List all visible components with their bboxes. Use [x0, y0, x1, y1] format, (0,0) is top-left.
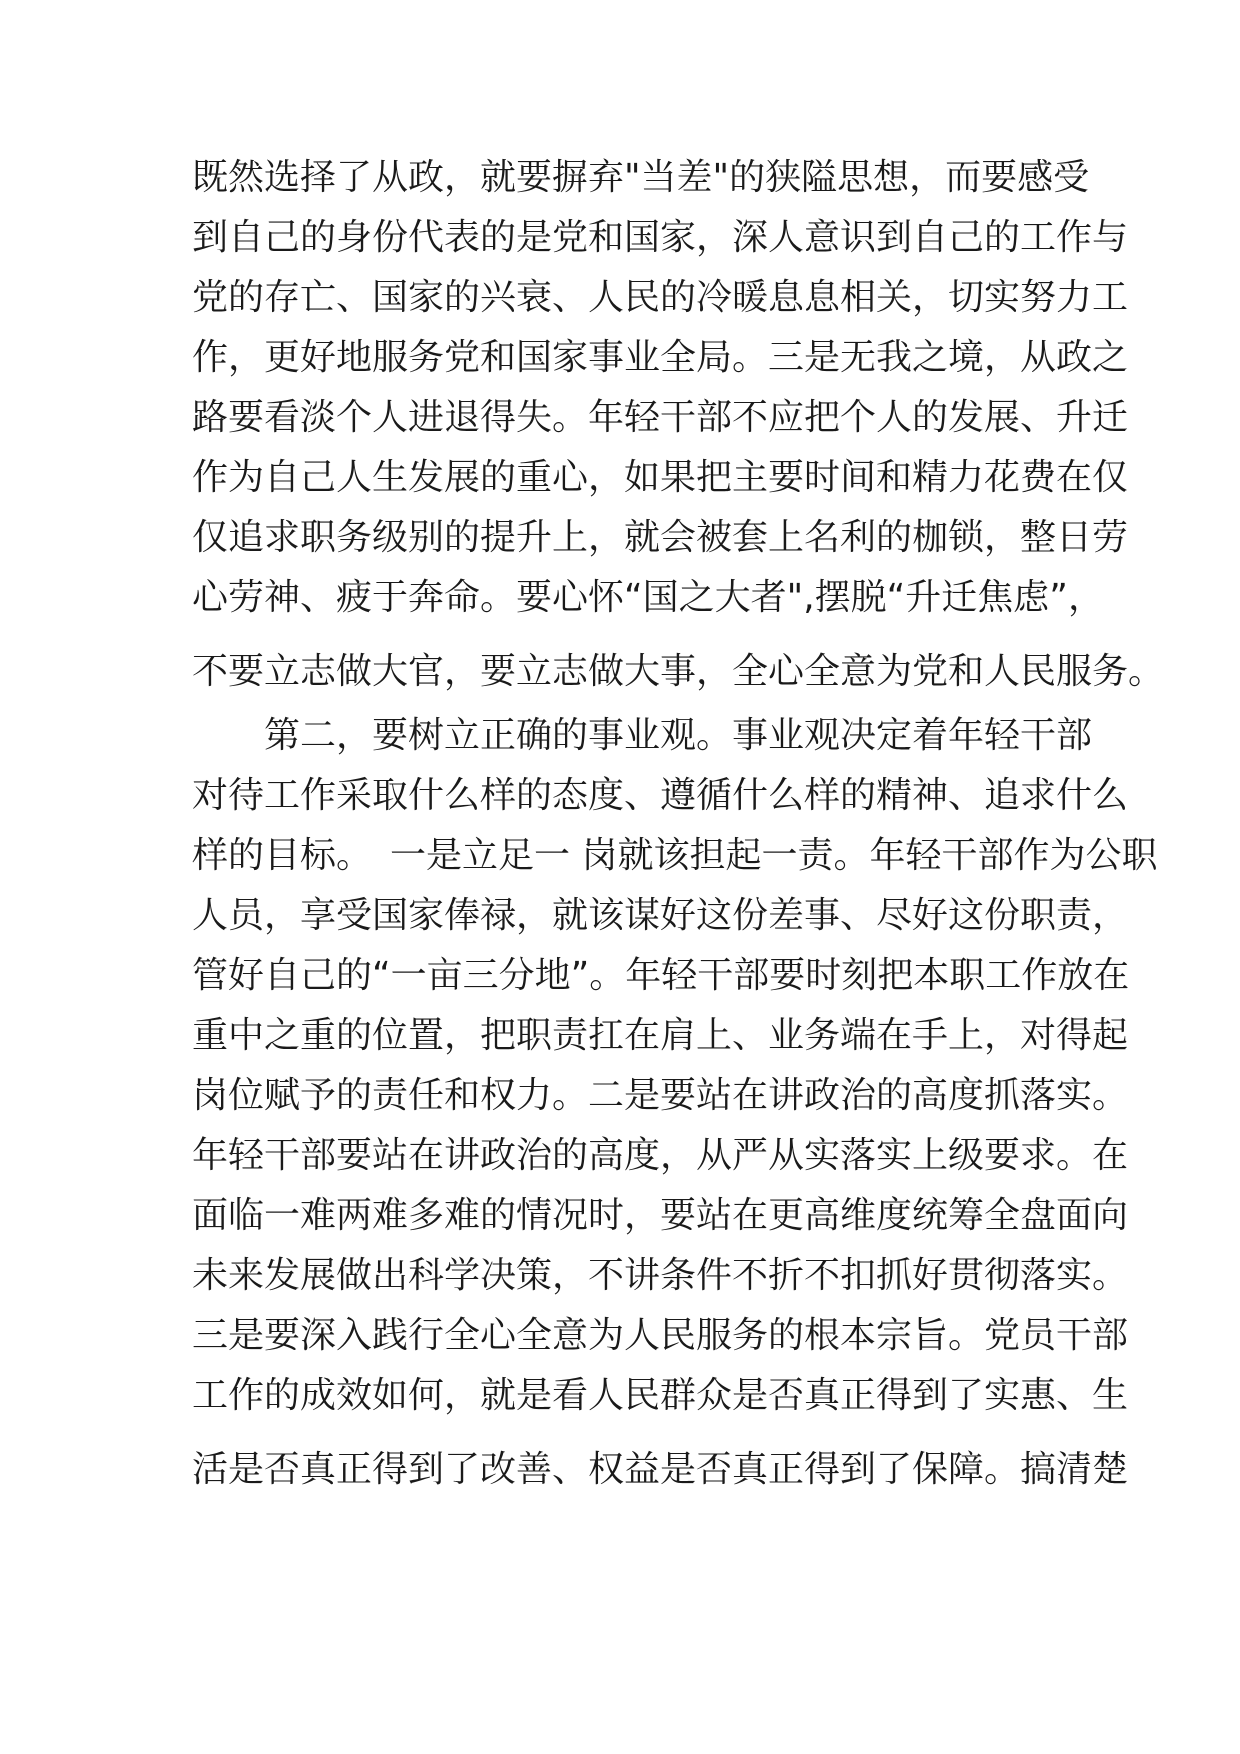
body-text — [192, 148, 1165, 1500]
text-line: 重中之重的位置，把职责扛在肩上、业务端在手上，对得起 — [192, 1015, 1129, 1056]
text-line: 路要看淡个人进退得失。年轻干部不应把个人的发展、升迁 — [192, 397, 1129, 438]
text-line: 对待工作采取什么样的态度、遵循什么样的精神、追求什么 — [192, 775, 1129, 816]
text-line: 样的目标。 一是立足一 岗就该担起一责。年轻干部作为公职 — [192, 835, 1158, 876]
text-line: 三是要深入践行全心全意为人民服务的根本宗旨。党员干部 — [192, 1315, 1129, 1356]
text-line: 管好自己的“一亩三分地”。年轻干部要时刻把本职工作放在 — [192, 955, 1130, 996]
text-line: 心劳神、疲于奔命。要心怀“国之大者",摆脱“升迁焦虑”， — [192, 577, 1104, 618]
text-line: 活是否真正得到了改善、权益是否真正得到了保障。搞清楚 — [192, 1449, 1129, 1490]
text-line: 作为自己人生发展的重心，如果把主要时间和精力花费在仅 — [192, 457, 1129, 498]
text-line: 既然选择了从政，就要摒弃"当差"的狭隘思想，而要感受 — [192, 157, 1090, 198]
paragraph-start-line: 第二，要树立正确的事业观。事业观决定着年轻干部 — [192, 715, 1093, 756]
text-line: 人员，享受国家俸禄，就该谋好这份差事、尽好这份职责， — [192, 895, 1129, 936]
text-line: 党的存亡、国家的兴衰、人民的冷暖息息相关，切实努力工 — [192, 277, 1129, 318]
text-line: 岗位赋予的责任和权力。二是要站在讲政治的高度抓落实。 — [192, 1075, 1129, 1116]
text-line: 到自己的身份代表的是党和国家，深人意识到自己的工作与 — [192, 217, 1129, 258]
text-line: 年轻干部要站在讲政治的高度，从严从实落实上级要求。在 — [192, 1135, 1129, 1176]
text-line: 工作的成效如何，就是看人民群众是否真正得到了实惠、生 — [192, 1375, 1129, 1416]
text-line: 面临一难两难多难的情况时，要站在更高维度统筹全盘面向 — [192, 1195, 1129, 1236]
text-line: 未来发展做出科学决策，不讲条件不折不扣抓好贯彻落实。 — [192, 1255, 1129, 1296]
paragraph-end-line: 不要立志做大官，要立志做大事，全心全意为党和人民服务。 — [192, 651, 1165, 692]
text-line: 仅追求职务级别的提升上，就会被套上名利的枷锁，整日劳 — [192, 517, 1129, 558]
text-line: 作，更好地服务党和国家事业全局。三是无我之境，从政之 — [192, 337, 1129, 378]
